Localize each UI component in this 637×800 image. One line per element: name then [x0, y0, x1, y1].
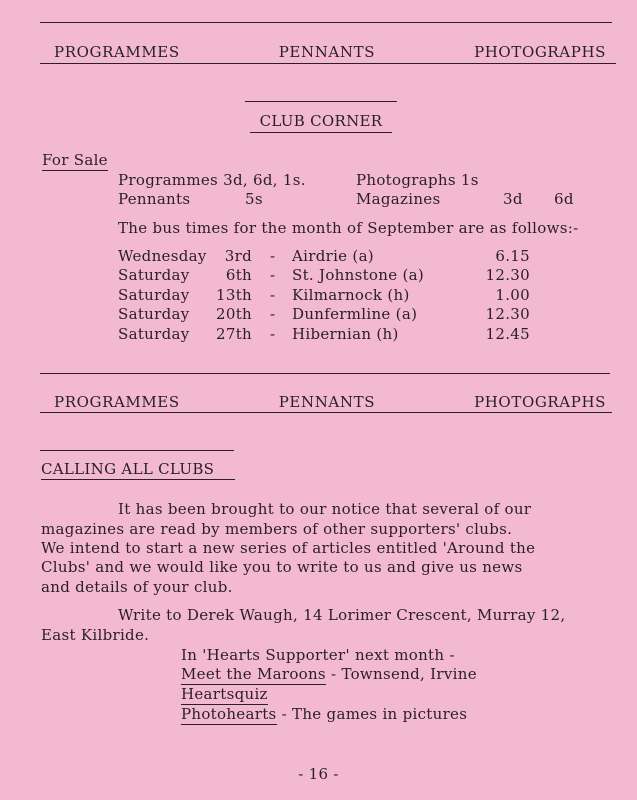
bus-day: Saturday: [118, 305, 190, 323]
bus-intro: The bus times for the month of September are as follows:-: [118, 219, 579, 237]
bus-opponent: Dunfermline (a): [292, 305, 418, 323]
club-corner-title: [245, 112, 397, 130]
bus-dash: -: [270, 266, 276, 284]
sale-item-magazines-price-2: 6d: [554, 190, 574, 208]
banner-pennants: PENNANTS: [278, 43, 376, 61]
sale-item-photographs: Photographs 1s: [356, 171, 479, 189]
sale-item-pennants-price: 5s: [245, 190, 263, 208]
bus-opponent: St. Johnstone (a): [292, 266, 425, 284]
sale-item-programmes: Programmes 3d, 6d, 1s.: [118, 171, 306, 189]
bus-opponent: Kilmarnock (h): [292, 286, 410, 304]
table-row: [118, 305, 538, 325]
banner-photographs: PHOTOGRAPHS: [474, 43, 606, 61]
sale-item-pennants: Pennants: [118, 190, 191, 208]
bus-time: 12.30: [485, 305, 530, 323]
bus-date: 13th: [216, 286, 252, 304]
paragraph-line: magazines are read by members of other supporters' clubs.: [41, 520, 513, 538]
bus-opponent: Hibernian (h): [292, 325, 399, 343]
bus-day: Wednesday: [118, 247, 207, 265]
paragraph-line: Clubs' and we would like you to write to us and give us news: [41, 558, 523, 576]
bus-time: 6.15: [495, 247, 530, 265]
bus-dash: -: [270, 325, 276, 343]
paragraph-line: East Kilbride.: [41, 626, 150, 644]
bus-dash: -: [270, 286, 276, 304]
next-month-item: [181, 685, 268, 703]
bus-time: 12.30: [485, 266, 530, 284]
bus-day: Saturday: [118, 325, 190, 343]
feature-desc: - The games in pictures: [276, 705, 468, 723]
sale-item-magazines: Magazines: [356, 190, 441, 208]
top-rule-upper: [40, 22, 612, 23]
paragraph-line: Write to Derek Waugh, 14 Lorimer Crescent, Murray 12,: [118, 606, 566, 624]
bus-dash: -: [270, 247, 276, 265]
top-rule-lower: [40, 63, 616, 64]
feature-title: Photohearts: [181, 705, 277, 723]
next-month-item: [181, 665, 477, 683]
calling-all-clubs-overline: [40, 450, 234, 451]
banner-programmes: PROGRAMMES: [54, 393, 180, 411]
club-corner-overline: [245, 101, 397, 102]
bus-opponent: Airdrie (a): [292, 247, 374, 265]
club-corner-title-text: CLUB CORNER: [250, 112, 393, 133]
for-sale-heading: For Sale: [42, 151, 108, 169]
bus-time: 12.45: [485, 325, 530, 343]
banner-pennants: PENNANTS: [278, 393, 376, 411]
middle-rule-lower: [40, 412, 612, 413]
paragraph-line: It has been brought to our notice that several of our: [118, 500, 532, 518]
bus-date: 20th: [216, 305, 252, 323]
paragraph-line: and details of your club.: [41, 578, 233, 596]
bus-day: Saturday: [118, 286, 190, 304]
banner-photographs: PHOTOGRAPHS: [474, 393, 606, 411]
sale-item-magazines-price-1: 3d: [503, 190, 523, 208]
next-month-item: [181, 705, 467, 723]
table-row: [118, 286, 538, 306]
bus-date: 27th: [216, 325, 252, 343]
paragraph-line: We intend to start a new series of articles entitled 'Around the: [41, 539, 536, 557]
bus-day: Saturday: [118, 266, 190, 284]
middle-rule-upper: [40, 373, 610, 374]
banner-programmes: PROGRAMMES: [54, 43, 180, 61]
bus-dash: -: [270, 305, 276, 323]
table-row: [118, 325, 538, 345]
middle-banner: [54, 393, 606, 411]
table-row: [118, 266, 538, 286]
feature-desc: - Townsend, Irvine: [325, 665, 477, 683]
table-row: [118, 247, 538, 267]
next-month-intro: In 'Hearts Supporter' next month -: [181, 646, 455, 664]
feature-title: Heartsquiz: [181, 685, 268, 703]
top-banner: [54, 43, 606, 61]
calling-all-clubs-title: CALLING ALL CLUBS: [41, 460, 235, 480]
page-number: - 16 -: [298, 765, 339, 783]
feature-title: Meet the Maroons: [181, 665, 326, 683]
bus-date: 3rd: [224, 247, 252, 265]
bus-time: 1.00: [495, 286, 530, 304]
bus-date: 6th: [225, 266, 252, 284]
